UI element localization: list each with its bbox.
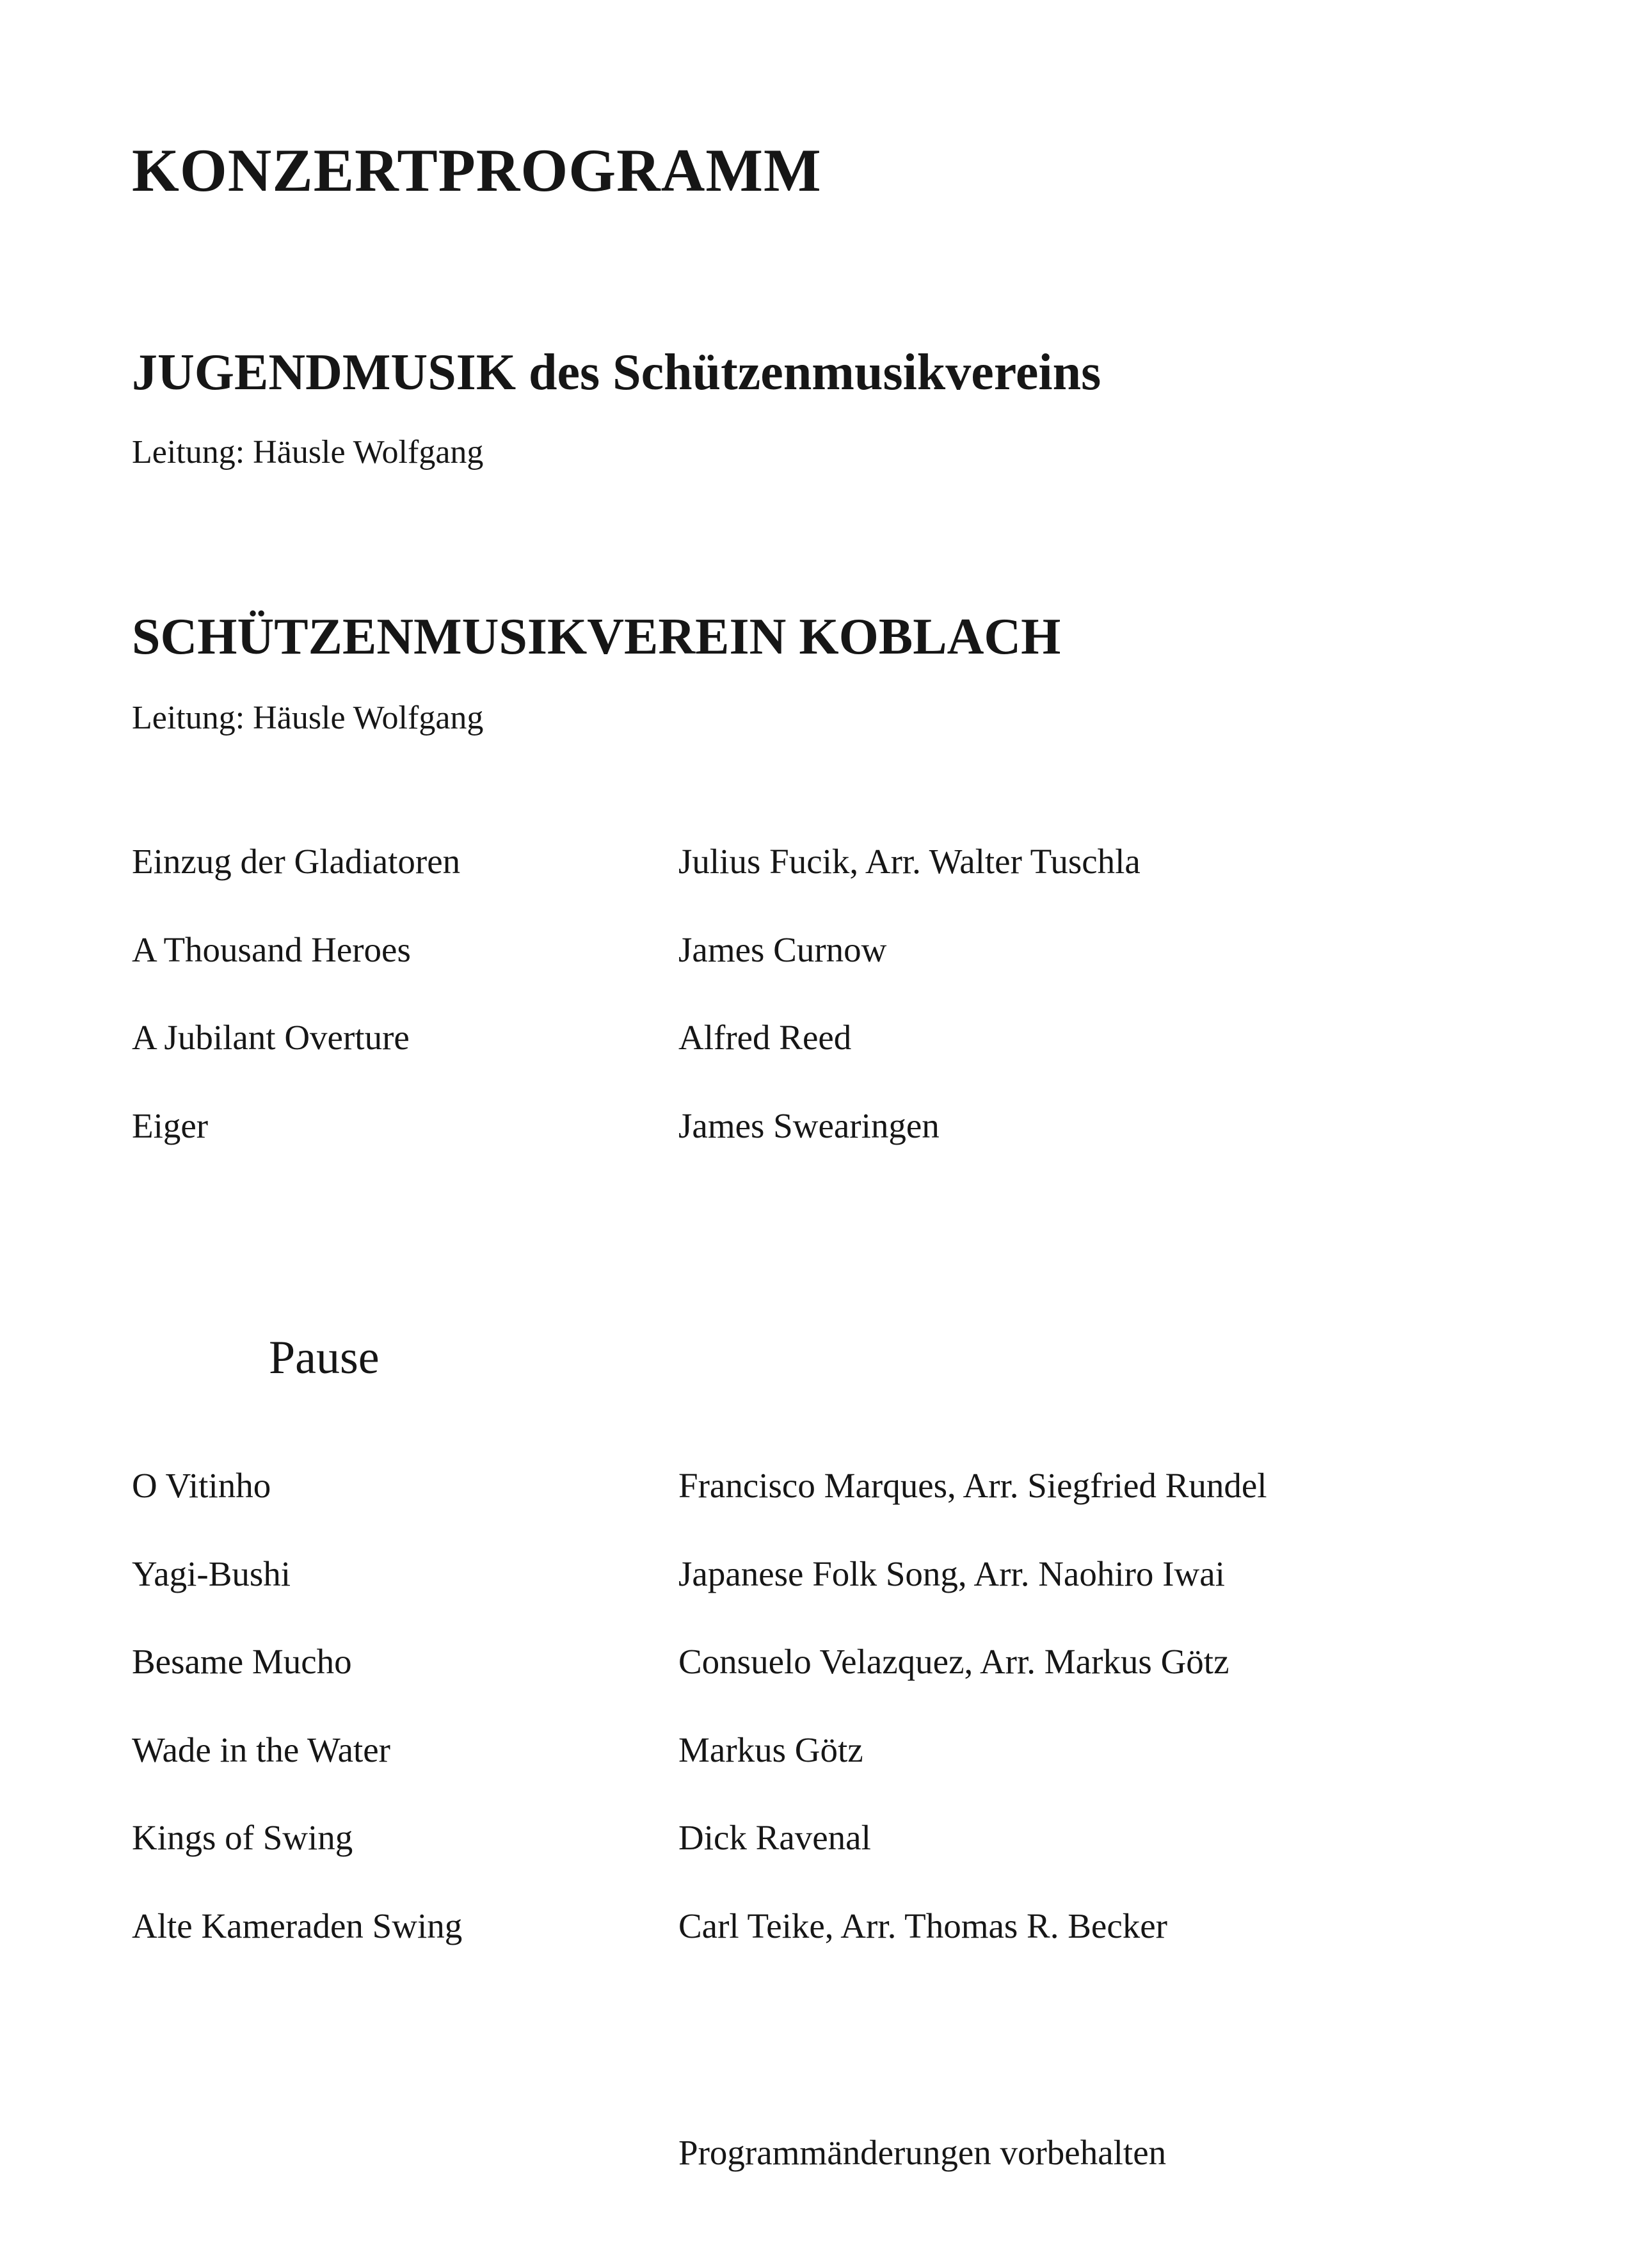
piece-title: Kings of Swing xyxy=(132,1818,353,1857)
piece-composer: Carl Teike, Arr. Thomas R. Becker xyxy=(678,1906,1167,1945)
intermission-label: Pause xyxy=(269,1331,380,1384)
piece-composer: Consuelo Velazquez, Arr. Markus Götz xyxy=(678,1642,1229,1681)
piece-composer: Japanese Folk Song, Arr. Naohiro Iwai xyxy=(678,1554,1225,1593)
piece-composer: Alfred Reed xyxy=(678,1018,852,1057)
piece-title: Wade in the Water xyxy=(132,1730,390,1769)
piece-title: Alte Kameraden Swing xyxy=(132,1906,463,1945)
piece-composer: James Swearingen xyxy=(678,1106,940,1145)
program-row xyxy=(132,929,1489,1018)
program-changes-note: Programmänderungen vorbehalten xyxy=(678,2133,1167,2172)
program-row xyxy=(132,1906,1489,1994)
section-heading-jugendmusik: JUGENDMUSIK des Schützenmusikvereins xyxy=(132,344,1101,401)
program-row xyxy=(132,1554,1489,1642)
conductor-line-schuetzenmusikverein: Leitung: Häusle Wolfgang xyxy=(132,700,484,736)
piece-title: A Jubilant Overture xyxy=(132,1018,410,1057)
piece-title: Yagi-Bushi xyxy=(132,1554,291,1593)
program-list-second-half xyxy=(132,1465,1489,1993)
section-heading-schuetzenmusikverein: SCHÜTZENMUSIKVEREIN KOBLACH xyxy=(132,609,1061,666)
piece-title: Besame Mucho xyxy=(132,1642,352,1681)
program-list-first-half xyxy=(132,841,1489,1193)
piece-composer: Francisco Marques, Arr. Siegfried Rundel xyxy=(678,1466,1267,1505)
page-title: KONZERTPROGRAMM xyxy=(132,136,822,204)
piece-title: Einzug der Gladiatoren xyxy=(132,842,461,881)
program-row xyxy=(132,1106,1489,1194)
conductor-line-jugendmusik: Leitung: Häusle Wolfgang xyxy=(132,434,484,470)
program-row xyxy=(132,1817,1489,1906)
program-row xyxy=(132,841,1489,929)
piece-title: Eiger xyxy=(132,1106,209,1145)
piece-composer: Julius Fucik, Arr. Walter Tuschla xyxy=(678,842,1141,881)
piece-composer: Markus Götz xyxy=(678,1730,863,1769)
program-row xyxy=(132,1465,1489,1554)
program-row xyxy=(132,1641,1489,1730)
piece-title: O Vitinho xyxy=(132,1466,271,1505)
piece-title: A Thousand Heroes xyxy=(132,929,411,969)
piece-composer: James Curnow xyxy=(678,929,887,969)
program-row xyxy=(132,1730,1489,1818)
program-row xyxy=(132,1017,1489,1106)
piece-composer: Dick Ravenal xyxy=(678,1818,871,1857)
